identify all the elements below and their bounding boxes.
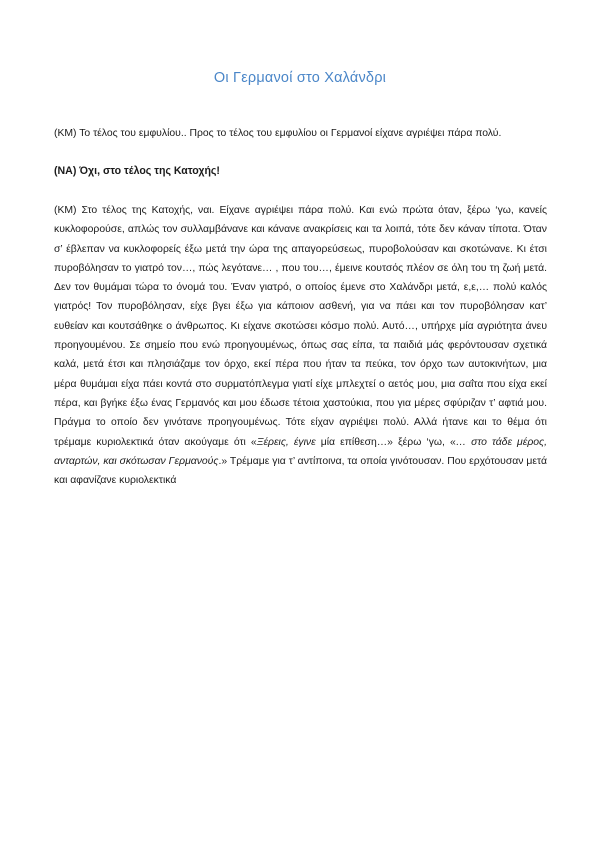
answer-text-part3: .» Τρέμαμε για τ’ αντίποινα, τα οποία γινότουσαν. Που ερχότουσαν μετά και αφανίζανε κυριολεκτικά [54,455,547,487]
answer-italic-quote2: … στο τάδε μέρος, ανταρτών, και σκότωσαν Γερμανούς [54,436,547,467]
answer-italic-quote1: Ξέρεις, έγινε [256,436,316,448]
answer-text-part1: (ΚΜ) Στο τέλος της Κατοχής, ναι. Είχανε αγριέψει πάρα πολύ. Και ενώ πρώτα όταν, ξέρω ‘γω, κανείς κυκλοφορούσε, απλώς τον συλλαμβάνανε και κάνανε ανακρίσεις και τα λοιπά, τότε δεν κάναν τίποτα. Όταν σ’ έβλεπαν να κυκλοφορείς έξω μετά την ώρα της απαγορεύσεως, πυροβολούσαν και σκοτώνανε. Κι έτσι πυροβόλησαν το γιατρό τον…, πώς λεγότανε… , που του…, έμεινε κουτσός πλέον σε όλη του τη ζωή μετά. Δεν τον θυμάμαι τώρα το όνομά του. Έναν γιατρό, ο οποίος έμενε στο Χαλάνδρι μετά, ε,ε,… πολύ καλός γιατρός! Τον πυροβόλησαν, είχε βγει έξω για κάποιον ασθενή, για να πάει και τον πυροβόλησαν κατ’ ευθείαν και κουτσάθηκε ο άνθρωπος. Κι είχανε σκοτώσει κόσμο πολύ. Αυτό…, υπήρχε μία αγριότητα άνευ προηγουμένου. Σε σημείο που ενώ προηγουμένως, όπως σας είπα, τα παιδιά μάς φερόντουσαν σχετικά καλά, μετά έτσι και πλησιάζαμε τον όρχο, εκεί πέρα που ήταν τα πεύκα, τον όρχο των αυτοκινήτων, μια μέρα θυμάμαι είχα πάει κοντά στο συρματόπλεγμα γιατί είχε μπλεχτεί ο αετός μου, μια σαΐτα που είχα εκεί πέρα, και βγήκε έξω ένας Γερμανός και μου έδωσε τέτοια χαστούκια, που για μέρες σφύριζαν τ’ αφτιά μου. Πράγμα το οποίο δεν γινότανε προηγουμένως. Τότε είχαν αγριέψει πολύ. Αλλά ήτανε και το θέμα ότι τρέμαμε κυριολεκτικά όταν ακούγαμε ότι « [54,205,547,448]
answer-text-part2: μία επίθεση…» ξέρω ‘γω, « [315,436,456,448]
intro-paragraph: (ΚΜ) Το τέλος του εμφυλίου.. Προς το τέλος του εμφυλίου οι Γερμανοί είχανε αγριέψει πάρα πολύ. [54,128,502,139]
document-title: Οι Γερμανοί στο Χαλάνδρι [213,70,387,86]
question-paragraph: (ΝΑ) Όχι, στο τέλος της Κατοχής! [54,165,220,177]
answer-paragraph [54,201,547,490]
